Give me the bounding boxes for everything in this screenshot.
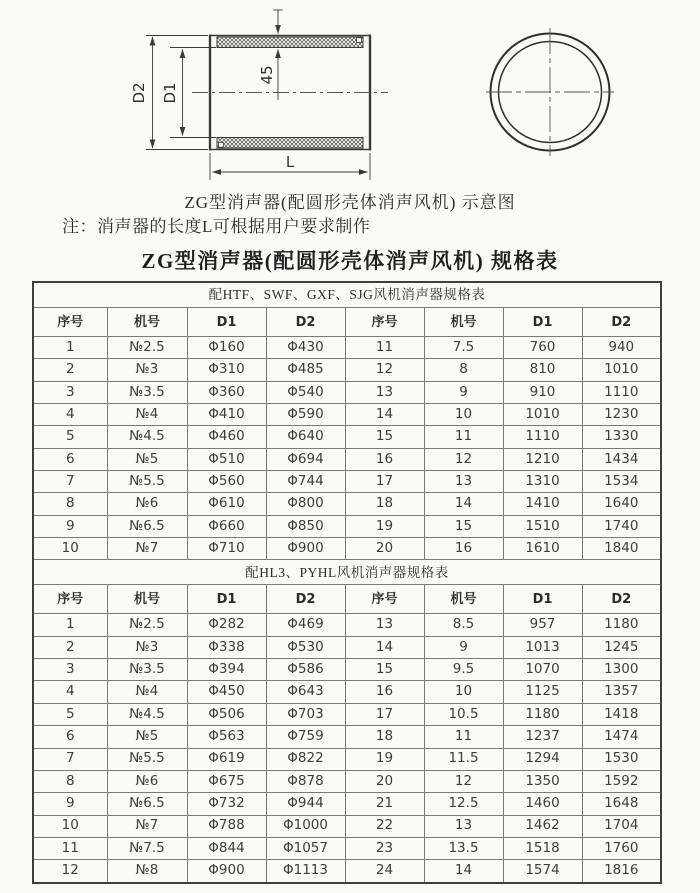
dim-label-d1: D1 <box>161 82 179 104</box>
table-cell: №5 <box>107 726 187 748</box>
table-cell: 1245 <box>582 636 661 658</box>
table-cell: 8 <box>424 359 503 381</box>
table-cell: Φ360 <box>187 381 266 403</box>
table-cell: 19 <box>345 748 424 770</box>
table-cell: 23 <box>345 837 424 859</box>
table-row <box>33 748 661 770</box>
table-cell: 11 <box>424 426 503 448</box>
table-cell: 15 <box>345 426 424 448</box>
table-cell: 1330 <box>582 426 661 448</box>
spec-table-body <box>33 282 661 883</box>
table-section-caption-row <box>33 560 661 585</box>
column-header: 机号 <box>424 585 503 614</box>
column-header: D2 <box>582 585 661 614</box>
table-cell: Φ590 <box>266 404 345 426</box>
table-cell: Φ530 <box>266 636 345 658</box>
table-cell: Φ160 <box>187 337 266 359</box>
table-cell: Φ586 <box>266 659 345 681</box>
table-row <box>33 770 661 792</box>
table-cell: 1 <box>33 337 107 359</box>
table-cell: №4.5 <box>107 703 187 725</box>
table-cell: №6 <box>107 493 187 515</box>
column-header: D2 <box>266 585 345 614</box>
table-cell: 1210 <box>503 448 582 470</box>
table-cell: 7.5 <box>424 337 503 359</box>
table-cell: 14 <box>424 860 503 883</box>
dim-label-45: 45 <box>258 65 276 85</box>
table-cell: 760 <box>503 337 582 359</box>
spec-table-container <box>32 281 662 884</box>
table-cell: 1592 <box>582 770 661 792</box>
table-cell: 1534 <box>582 471 661 493</box>
table-cell: 17 <box>345 471 424 493</box>
table-cell: №6.5 <box>107 515 187 537</box>
table-cell: 18 <box>345 493 424 515</box>
table-cell: №5.5 <box>107 748 187 770</box>
table-cell: 14 <box>424 493 503 515</box>
table-cell: Φ800 <box>266 493 345 515</box>
table-cell: 10 <box>424 681 503 703</box>
table-cell: 1294 <box>503 748 582 770</box>
table-cell: 1230 <box>582 404 661 426</box>
table-cell: Φ450 <box>187 681 266 703</box>
lining-band-top <box>217 37 363 48</box>
table-cell: 1418 <box>582 703 661 725</box>
dim-label-d2: D2 <box>130 82 148 104</box>
table-cell: 1410 <box>503 493 582 515</box>
table-row <box>33 337 661 359</box>
table-row <box>33 726 661 748</box>
table-cell: Φ563 <box>187 726 266 748</box>
table-cell: Φ660 <box>187 515 266 537</box>
table-cell: Φ540 <box>266 381 345 403</box>
table-cell: 13 <box>345 614 424 636</box>
table-cell: Φ732 <box>187 793 266 815</box>
table-cell: 15 <box>424 515 503 537</box>
table-cell: 16 <box>345 681 424 703</box>
table-cell: 20 <box>345 538 424 560</box>
table-cell: 12 <box>424 448 503 470</box>
table-cell: 5 <box>33 703 107 725</box>
table-cell: №2.5 <box>107 337 187 359</box>
table-cell: 940 <box>582 337 661 359</box>
table-cell: №6 <box>107 770 187 792</box>
table-cell: 10 <box>424 404 503 426</box>
table-row <box>33 860 661 883</box>
table-row <box>33 815 661 837</box>
table-cell: Φ844 <box>187 837 266 859</box>
table-cell: 17 <box>345 703 424 725</box>
table-cell: 1010 <box>503 404 582 426</box>
table-cell: 1518 <box>503 837 582 859</box>
muffler-front-view <box>486 28 614 156</box>
figure-note: 注：消声器的长度L可根据用户要求制作 <box>62 217 371 236</box>
muffler-side-view <box>192 35 388 151</box>
table-cell: Φ430 <box>266 337 345 359</box>
column-header: 序号 <box>33 585 107 614</box>
table-cell: Φ900 <box>187 860 266 883</box>
table-cell: 957 <box>503 614 582 636</box>
table-cell: №4 <box>107 681 187 703</box>
table-row <box>33 636 661 658</box>
table-row <box>33 659 661 681</box>
table-cell: 7 <box>33 748 107 770</box>
table-cell: 1180 <box>503 703 582 725</box>
table-section-caption-row <box>33 282 661 308</box>
table-cell: 1237 <box>503 726 582 748</box>
table-cell: 16 <box>345 448 424 470</box>
figure-caption: ZG型消声器(配圆形壳体消声风机) 示意图 <box>184 193 516 212</box>
table-cell: 1530 <box>582 748 661 770</box>
table-cell: Φ944 <box>266 793 345 815</box>
dimension-labels <box>130 65 295 171</box>
table-header-row <box>33 308 661 337</box>
table-cell: 9 <box>33 793 107 815</box>
table-cell: 15 <box>345 659 424 681</box>
table-cell: 16 <box>424 538 503 560</box>
table-cell: 9.5 <box>424 659 503 681</box>
spec-table <box>32 281 662 884</box>
table-row <box>33 837 661 859</box>
table-cell: Φ506 <box>187 703 266 725</box>
table-cell: 1434 <box>582 448 661 470</box>
table-cell: 810 <box>503 359 582 381</box>
table-cell: Φ822 <box>266 748 345 770</box>
table-cell: Φ703 <box>266 703 345 725</box>
table-cell: 19 <box>345 515 424 537</box>
table-cell: Φ788 <box>187 815 266 837</box>
table-cell: Φ469 <box>266 614 345 636</box>
table-cell: 1840 <box>582 538 661 560</box>
table-cell: 11 <box>424 726 503 748</box>
table-row <box>33 426 661 448</box>
table-cell: 1357 <box>582 681 661 703</box>
column-header: D2 <box>582 308 661 337</box>
table-cell: 1310 <box>503 471 582 493</box>
table-section-caption: 配HL3、PYHL风机消声器规格表 <box>33 560 661 585</box>
table-cell: 11 <box>33 837 107 859</box>
dim-label-l: L <box>285 153 295 171</box>
table-cell: 1610 <box>503 538 582 560</box>
table-cell: 11 <box>345 337 424 359</box>
table-cell: 7 <box>33 471 107 493</box>
column-header: 序号 <box>345 585 424 614</box>
table-cell: 12 <box>345 359 424 381</box>
table-cell: Φ1057 <box>266 837 345 859</box>
table-row <box>33 404 661 426</box>
table-cell: 13.5 <box>424 837 503 859</box>
table-cell: №4 <box>107 404 187 426</box>
table-cell: Φ759 <box>266 726 345 748</box>
column-header: 机号 <box>107 585 187 614</box>
table-row <box>33 493 661 515</box>
table-section-caption: 配HTF、SWF、GXF、SJG风机消声器规格表 <box>33 282 661 308</box>
table-cell: Φ560 <box>187 471 266 493</box>
table-cell: Φ1000 <box>266 815 345 837</box>
column-header: D1 <box>503 585 582 614</box>
table-cell: 21 <box>345 793 424 815</box>
table-cell: 10 <box>33 538 107 560</box>
column-header: D1 <box>187 585 266 614</box>
lining-band-bottom <box>217 138 363 149</box>
table-cell: №4.5 <box>107 426 187 448</box>
table-cell: 18 <box>345 726 424 748</box>
table-cell: 12.5 <box>424 793 503 815</box>
table-cell: 24 <box>345 860 424 883</box>
table-cell: 12 <box>33 860 107 883</box>
table-cell: 4 <box>33 681 107 703</box>
table-cell: 6 <box>33 448 107 470</box>
table-cell: Φ640 <box>266 426 345 448</box>
table-cell: №7 <box>107 538 187 560</box>
table-cell: 8.5 <box>424 614 503 636</box>
table-cell: 10 <box>33 815 107 837</box>
table-cell: 9 <box>424 636 503 658</box>
table-cell: №3 <box>107 636 187 658</box>
table-cell: 20 <box>345 770 424 792</box>
table-cell: Φ410 <box>187 404 266 426</box>
table-cell: №5 <box>107 448 187 470</box>
table-row <box>33 703 661 725</box>
table-row <box>33 681 661 703</box>
table-cell: 1070 <box>503 659 582 681</box>
table-cell: 1640 <box>582 493 661 515</box>
table-cell: 1510 <box>503 515 582 537</box>
table-cell: Φ510 <box>187 448 266 470</box>
table-cell: 9 <box>424 381 503 403</box>
table-cell: 1460 <box>503 793 582 815</box>
table-cell: Φ710 <box>187 538 266 560</box>
table-cell: 3 <box>33 659 107 681</box>
column-header: 序号 <box>345 308 424 337</box>
table-cell: 8 <box>33 770 107 792</box>
table-cell: Φ460 <box>187 426 266 448</box>
table-cell: 1110 <box>582 381 661 403</box>
table-cell: 1474 <box>582 726 661 748</box>
table-cell: 1013 <box>503 636 582 658</box>
column-header: D2 <box>266 308 345 337</box>
table-cell: 3 <box>33 381 107 403</box>
table-cell: 1300 <box>582 659 661 681</box>
table-cell: 1574 <box>503 860 582 883</box>
table-cell: Φ694 <box>266 448 345 470</box>
table-cell: №2.5 <box>107 614 187 636</box>
table-cell: №7.5 <box>107 837 187 859</box>
table-cell: №3.5 <box>107 381 187 403</box>
table-cell: 1760 <box>582 837 661 859</box>
table-cell: Φ1113 <box>266 860 345 883</box>
table-row <box>33 538 661 560</box>
table-cell: №8 <box>107 860 187 883</box>
table-cell: №6.5 <box>107 793 187 815</box>
table-cell: Φ850 <box>266 515 345 537</box>
table-cell: 1648 <box>582 793 661 815</box>
page-title: ZG型消声器(配圆形壳体消声风机) 规格表 <box>141 249 559 273</box>
table-cell: Φ619 <box>187 748 266 770</box>
table-row <box>33 793 661 815</box>
table-cell: №3 <box>107 359 187 381</box>
table-cell: 10.5 <box>424 703 503 725</box>
table-cell: 9 <box>33 515 107 537</box>
table-cell: Φ675 <box>187 770 266 792</box>
table-cell: Φ744 <box>266 471 345 493</box>
table-cell: 1462 <box>503 815 582 837</box>
table-row <box>33 614 661 636</box>
column-header: 机号 <box>424 308 503 337</box>
table-cell: 1125 <box>503 681 582 703</box>
table-cell: 1704 <box>582 815 661 837</box>
table-row <box>33 448 661 470</box>
table-cell: Φ610 <box>187 493 266 515</box>
table-cell: Φ900 <box>266 538 345 560</box>
table-cell: 22 <box>345 815 424 837</box>
table-cell: №7 <box>107 815 187 837</box>
table-cell: 13 <box>424 815 503 837</box>
table-row <box>33 515 661 537</box>
table-cell: 2 <box>33 636 107 658</box>
column-header: D1 <box>503 308 582 337</box>
table-cell: 12 <box>424 770 503 792</box>
table-row <box>33 359 661 381</box>
table-cell: 8 <box>33 493 107 515</box>
table-cell: Φ310 <box>187 359 266 381</box>
table-cell: 4 <box>33 404 107 426</box>
table-cell: 1180 <box>582 614 661 636</box>
table-cell: Φ643 <box>266 681 345 703</box>
table-cell: 910 <box>503 381 582 403</box>
table-cell: Φ282 <box>187 614 266 636</box>
table-cell: Φ878 <box>266 770 345 792</box>
table-cell: 1816 <box>582 860 661 883</box>
table-cell: 1 <box>33 614 107 636</box>
table-cell: 13 <box>424 471 503 493</box>
table-cell: 5 <box>33 426 107 448</box>
table-cell: 14 <box>345 636 424 658</box>
table-cell: №5.5 <box>107 471 187 493</box>
table-cell: 1740 <box>582 515 661 537</box>
table-cell: 13 <box>345 381 424 403</box>
table-cell: Φ338 <box>187 636 266 658</box>
table-cell: Φ485 <box>266 359 345 381</box>
table-cell: №3.5 <box>107 659 187 681</box>
column-header: D1 <box>187 308 266 337</box>
table-row <box>33 471 661 493</box>
table-cell: 1010 <box>582 359 661 381</box>
column-header: 序号 <box>33 308 107 337</box>
column-header: 机号 <box>107 308 187 337</box>
table-cell: 11.5 <box>424 748 503 770</box>
table-cell: 6 <box>33 726 107 748</box>
table-cell: 1110 <box>503 426 582 448</box>
table-row <box>33 381 661 403</box>
table-cell: 1350 <box>503 770 582 792</box>
table-cell: Φ394 <box>187 659 266 681</box>
table-cell: 14 <box>345 404 424 426</box>
table-cell: 2 <box>33 359 107 381</box>
table-header-row <box>33 585 661 614</box>
